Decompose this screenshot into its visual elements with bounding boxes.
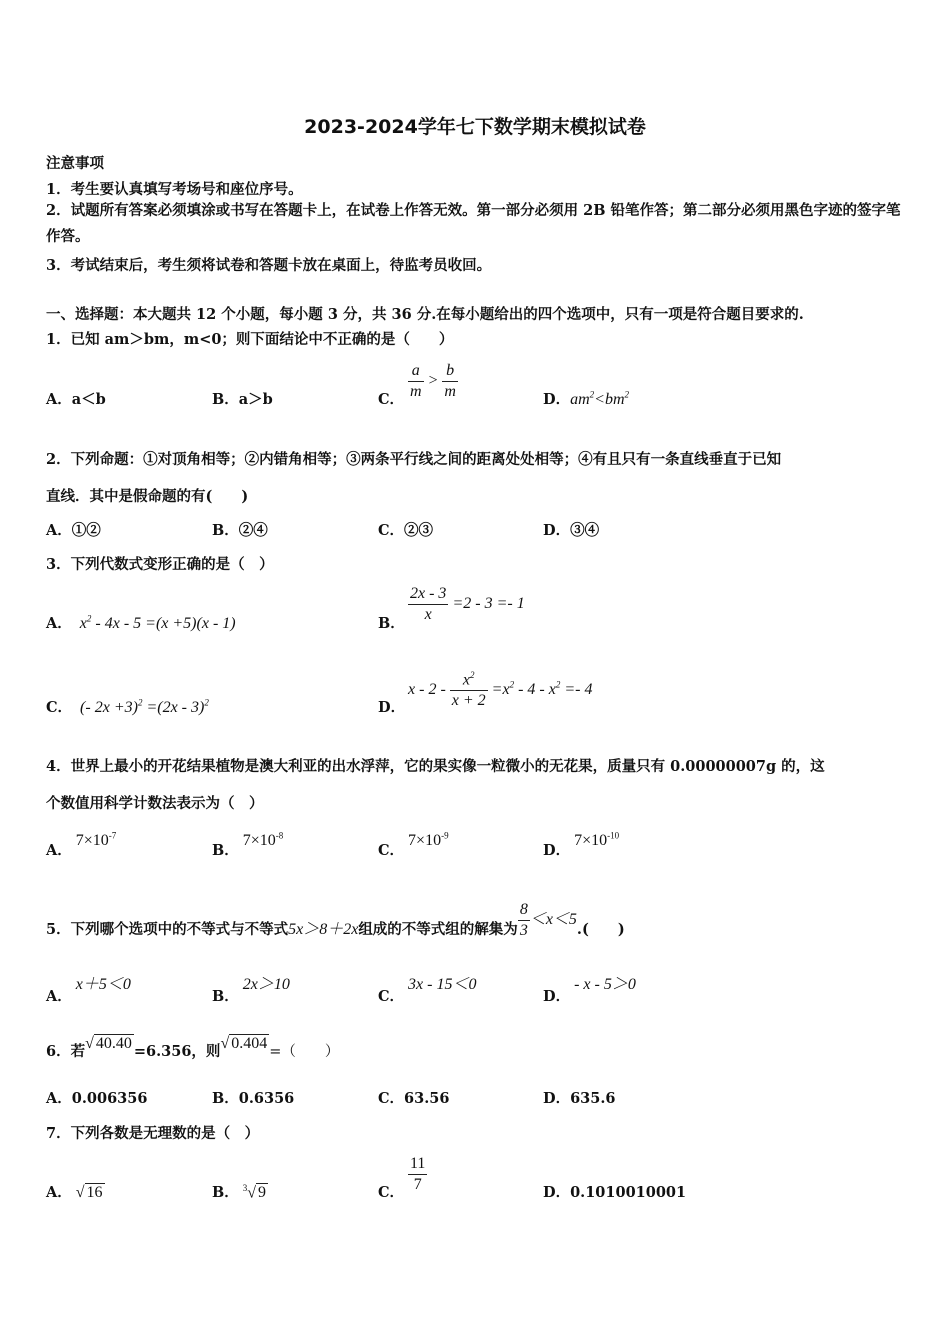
question-2-stem-line2: 直线．其中是假命题的有( ) <box>46 488 249 505</box>
q3-option-c: C． (- 2x +3)$^2$ =(2x - 3)$^2$ <box>46 697 209 716</box>
q5-option-d-label: D． <box>543 988 571 1005</box>
q7-option-c-label: C． <box>378 1184 405 1201</box>
q5-option-a-expr: x＋5＜0 <box>75 976 131 993</box>
q3-option-d-label: D． <box>378 699 406 716</box>
q6-stem-part-1: 6．若 <box>46 1043 86 1060</box>
q5-stem-part-3: .( ) <box>576 921 625 939</box>
q7-option-b <box>212 1181 268 1202</box>
q4-option-b-exponent: -8 <box>275 830 284 841</box>
q6-option-d: D．635.6 <box>543 1090 616 1107</box>
q6-stem-part-3: =（ ） <box>269 1044 340 1060</box>
q5-option-a-label: A． <box>46 988 72 1005</box>
q4-option-a-exponent: -7 <box>108 830 117 841</box>
q5-stem-part-1: 5．下列哪个选项中的不等式与不等式 <box>46 921 289 939</box>
q2-option-b: B．②④ <box>212 522 268 539</box>
q4-option-b-mantissa: 7×10 <box>242 832 276 849</box>
q2-option-c: C．②③ <box>378 522 434 539</box>
notice-item-1: 1．考生要认真填写考场号和座位序号。 <box>46 181 303 198</box>
q5-solution-denominator: 3 <box>519 922 528 939</box>
q1-option-d-label: D． <box>543 391 571 408</box>
q4-option-c-exponent: -9 <box>441 830 449 841</box>
q5-option-c <box>378 976 477 1006</box>
q4-option-d-label: D． <box>543 842 571 859</box>
q7-option-b-index: 3 <box>242 1182 248 1193</box>
question-6-stem <box>46 1035 340 1061</box>
question-3-stem: 3．下列代数式变形正确的是（ ） <box>46 556 274 573</box>
q5-inequality: 5x＞8＋2x <box>288 921 359 939</box>
q5-option-b-label: B． <box>212 988 239 1005</box>
question-2-stem-line1: 2．下列命题：①对顶角相等；②内错角相等；③两条平行线之间的距离处处相等；④有且只有一条直线垂直于已知 <box>46 451 782 468</box>
q6-stem-part-2: =6.356，则 <box>133 1043 221 1060</box>
q1-option-d: D．$am^2<bm^2$ <box>543 389 629 408</box>
q3-option-b-expr: $\frac{2x - 3}{x}$ =2 - 3 =- 1 <box>410 585 525 623</box>
q5-option-d-expr: - x - 5＞0 <box>574 976 636 993</box>
q4-option-a-label: A． <box>46 842 72 859</box>
q7-option-b-radicand: 9 <box>258 1184 267 1201</box>
notice-item-3: 3．考试结束后，考生须将试卷和答题卡放在桌面上，待监考员收回。 <box>46 257 492 274</box>
q5-solution-numerator: 8 <box>518 901 530 921</box>
q3-option-b-label: B． <box>378 615 405 632</box>
q5-option-d <box>543 976 636 1006</box>
question-4-stem-line2: 个数值用科学计数法表示为（ ） <box>46 795 264 812</box>
q6-sqrt-2: √ 0.404 <box>220 1035 268 1052</box>
q1-option-c-label: C． <box>378 391 405 408</box>
section-heading: 一、选择题：本大题共 12 个小题，每小题 3 分，共 36 分.在每小题给出的四个选项中，只有一项是符合题目要求的. <box>46 306 804 323</box>
q1-option-c-expr: $\frac{a}{m}$ > $\frac{b}{m}$ <box>410 362 456 400</box>
q5-option-c-expr: 3x - 15＜0 <box>408 976 477 993</box>
q6-option-c: C．63.56 <box>378 1090 450 1107</box>
q3-option-c-label: C． <box>46 699 73 716</box>
q7-option-c-fraction <box>408 1155 427 1194</box>
q2-option-a: A．①② <box>46 522 101 539</box>
q5-option-c-label: C． <box>378 988 405 1005</box>
q1-option-c <box>378 388 404 409</box>
q4-option-b-label: B． <box>212 842 239 859</box>
q5-stem-part-2: 组成的不等式组的解集为 <box>358 921 518 939</box>
q4-option-b <box>212 830 284 860</box>
q2-option-d: D．③④ <box>543 522 600 539</box>
q3-option-a: A． $x^2 - 4x - 5 =(x +5)(x - 1)$ <box>46 613 236 632</box>
q4-option-d <box>543 830 620 860</box>
q4-option-a-mantissa: 7×10 <box>75 832 109 849</box>
question-5-stem <box>46 901 625 950</box>
q6-radicand-2: 0.404 <box>231 1035 268 1052</box>
q4-option-c <box>378 830 449 860</box>
q6-option-b: B．0.6356 <box>212 1090 295 1107</box>
page-title: 2023-2024学年七下数学期末模拟试卷 <box>304 116 646 138</box>
q1-option-b: B．a＞b <box>212 391 273 408</box>
q5-solution-rest: ＜x＜5 <box>529 911 577 929</box>
q6-radicand-1: 40.40 <box>95 1035 132 1052</box>
q7-option-b-cuberoot: $^3$√ 9 <box>242 1182 267 1201</box>
notice-item-2: 2．试题所有答案必须填涂或书写在答题卡上，在试卷上作答无效。第一部分必须用 2B 铅笔作答；第二部分必须用黑色字迹的签字笔作答。 <box>46 202 901 245</box>
q7-option-a-sqrt: √ 16 <box>75 1184 103 1201</box>
question-4-stem-line1: 4．世界上最小的开花结果植物是澳大利亚的出水浮萍，它的果实像一粒微小的无花果，质量只有 0.00000007g 的，这 <box>46 758 825 775</box>
q4-option-d-exponent: -10 <box>607 830 620 841</box>
question-1-stem: 1．已知 am＞bm，m<0；则下面结论中不正确的是（ ） <box>46 331 454 348</box>
q4-option-d-mantissa: 7×10 <box>574 832 608 849</box>
q6-sqrt-1: √ 40.40 <box>85 1035 132 1052</box>
q7-option-d: D．0.1010010001 <box>543 1184 687 1201</box>
q3-option-d-expr: x - 2 - $\frac{x^2}{x + 2}$ $=x^2 - 4 - x^2 =- 4$ <box>408 670 593 710</box>
q6-option-a: A．0.006356 <box>46 1090 148 1107</box>
q4-option-c-label: C． <box>378 842 405 859</box>
q7-option-c-numerator: 11 <box>408 1155 427 1175</box>
q3-option-a-label: A． <box>46 615 72 632</box>
q1-option-a: A．a＜b <box>46 391 106 408</box>
q4-option-c-mantissa: 7×10 <box>408 832 442 849</box>
notice-heading: 注意事项 <box>46 155 104 172</box>
q7-option-a-label: A． <box>46 1184 72 1201</box>
q5-option-b <box>212 976 290 1006</box>
q7-option-c-denominator: 7 <box>413 1176 422 1193</box>
q7-option-b-label: B． <box>212 1184 239 1201</box>
q5-option-a <box>46 976 131 1006</box>
q7-option-a <box>46 1181 105 1202</box>
q5-option-b-expr: 2x＞10 <box>242 976 290 993</box>
question-7-stem: 7．下列各数是无理数的是（ ） <box>46 1125 260 1142</box>
q7-option-a-radicand: 16 <box>86 1184 103 1201</box>
q4-option-a <box>46 830 117 860</box>
